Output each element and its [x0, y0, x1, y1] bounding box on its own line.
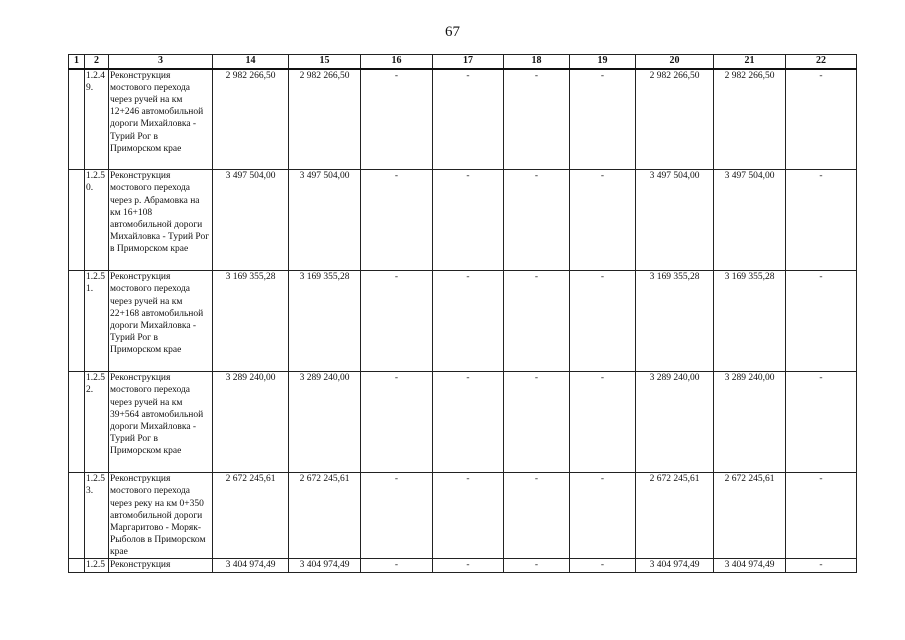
cell-name: Реконструкция мостового перехода через ручей на км 39+564 автомобильной дороги Михайловка - Турий Рог в Приморском крае [109, 372, 213, 473]
table-header-row [69, 55, 857, 69]
cell-col-1 [69, 372, 85, 473]
cell-14: 3 169 355,28 [213, 271, 289, 372]
table-row [69, 559, 857, 572]
cell-15: 2 982 266,50 [289, 69, 361, 170]
cell-15: 3 404 974,49 [289, 559, 361, 572]
cell-22: - [786, 372, 857, 473]
cell-15: 3 497 504,00 [289, 170, 361, 271]
cell-16: - [361, 372, 433, 473]
cell-code: 1.2.5 [85, 559, 109, 572]
cell-19: - [570, 170, 636, 271]
cell-18: - [504, 372, 570, 473]
cell-16: - [361, 559, 433, 572]
cell-code: 1.2.53. [85, 473, 109, 559]
cell-18: - [504, 170, 570, 271]
cell-16: - [361, 271, 433, 372]
cell-22: - [786, 473, 857, 559]
cell-17: - [433, 170, 504, 271]
page-number: 67 [445, 24, 460, 40]
cell-18: - [504, 69, 570, 170]
cell-col-1 [69, 559, 85, 572]
cell-21: 3 497 504,00 [714, 170, 786, 271]
table-row [69, 473, 857, 559]
cell-22: - [786, 69, 857, 170]
cell-code: 1.2.50. [85, 170, 109, 271]
col-header-17: 17 [433, 55, 504, 69]
table-row [69, 69, 857, 170]
cell-15: 3 169 355,28 [289, 271, 361, 372]
cell-21: 2 982 266,50 [714, 69, 786, 170]
table-row [69, 170, 857, 271]
col-header-3: 3 [109, 55, 213, 69]
col-header-15: 15 [289, 55, 361, 69]
cell-14: 3 404 974,49 [213, 559, 289, 572]
cell-15: 3 289 240,00 [289, 372, 361, 473]
cell-17: - [433, 473, 504, 559]
cell-20: 2 982 266,50 [636, 69, 714, 170]
cell-21: 3 169 355,28 [714, 271, 786, 372]
cell-20: 3 497 504,00 [636, 170, 714, 271]
cell-22: - [786, 170, 857, 271]
cell-21: 3 289 240,00 [714, 372, 786, 473]
cell-name: Реконструкция мостового перехода через реку на км 0+350 автомобильной дороги Маргаритово - Моряк-Рыболов в Приморском крае [109, 473, 213, 559]
cell-21: 2 672 245,61 [714, 473, 786, 559]
cell-name: Реконструкция [109, 559, 213, 572]
cell-name: Реконструкция мостового перехода через р. Абрамовка на км 16+108 автомобильной дороги Михайловка - Турий Рог в Приморском крае [109, 170, 213, 271]
col-header-21: 21 [714, 55, 786, 69]
cell-col-1 [69, 170, 85, 271]
cell-col-1 [69, 69, 85, 170]
cell-19: - [570, 69, 636, 170]
cell-19: - [570, 372, 636, 473]
cell-col-1 [69, 271, 85, 372]
table-row [69, 271, 857, 372]
cell-22: - [786, 271, 857, 372]
cell-17: - [433, 559, 504, 572]
col-header-14: 14 [213, 55, 289, 69]
col-header-19: 19 [570, 55, 636, 69]
cell-16: - [361, 170, 433, 271]
cell-16: - [361, 69, 433, 170]
cell-name: Реконструкция мостового перехода через ручей на км 22+168 автомобильной дороги Михайловка - Турий Рог в Приморском крае [109, 271, 213, 372]
cell-col-1 [69, 473, 85, 559]
cell-16: - [361, 473, 433, 559]
cell-20: 2 672 245,61 [636, 473, 714, 559]
cell-code: 1.2.52. [85, 372, 109, 473]
cell-18: - [504, 473, 570, 559]
cell-15: 2 672 245,61 [289, 473, 361, 559]
cell-code: 1.2.51. [85, 271, 109, 372]
cell-14: 2 982 266,50 [213, 69, 289, 170]
cell-name: Реконструкция мостового перехода через ручей на км 12+246 автомобильной дороги Михайловка - Турий Рог в Приморском крае [109, 69, 213, 170]
cell-21: 3 404 974,49 [714, 559, 786, 572]
cell-20: 3 169 355,28 [636, 271, 714, 372]
col-header-1: 1 [69, 55, 85, 69]
col-header-16: 16 [361, 55, 433, 69]
cell-17: - [433, 69, 504, 170]
table-row [69, 372, 857, 473]
col-header-20: 20 [636, 55, 714, 69]
cell-19: - [570, 473, 636, 559]
budget-table [68, 54, 857, 573]
cell-19: - [570, 559, 636, 572]
cell-22: - [786, 559, 857, 572]
cell-20: 3 289 240,00 [636, 372, 714, 473]
cell-14: 3 497 504,00 [213, 170, 289, 271]
cell-17: - [433, 372, 504, 473]
cell-20: 3 404 974,49 [636, 559, 714, 572]
cell-19: - [570, 271, 636, 372]
cell-14: 3 289 240,00 [213, 372, 289, 473]
cell-17: - [433, 271, 504, 372]
cell-14: 2 672 245,61 [213, 473, 289, 559]
cell-18: - [504, 559, 570, 572]
cell-18: - [504, 271, 570, 372]
col-header-18: 18 [504, 55, 570, 69]
cell-code: 1.2.49. [85, 69, 109, 170]
col-header-22: 22 [786, 55, 857, 69]
col-header-2: 2 [85, 55, 109, 69]
